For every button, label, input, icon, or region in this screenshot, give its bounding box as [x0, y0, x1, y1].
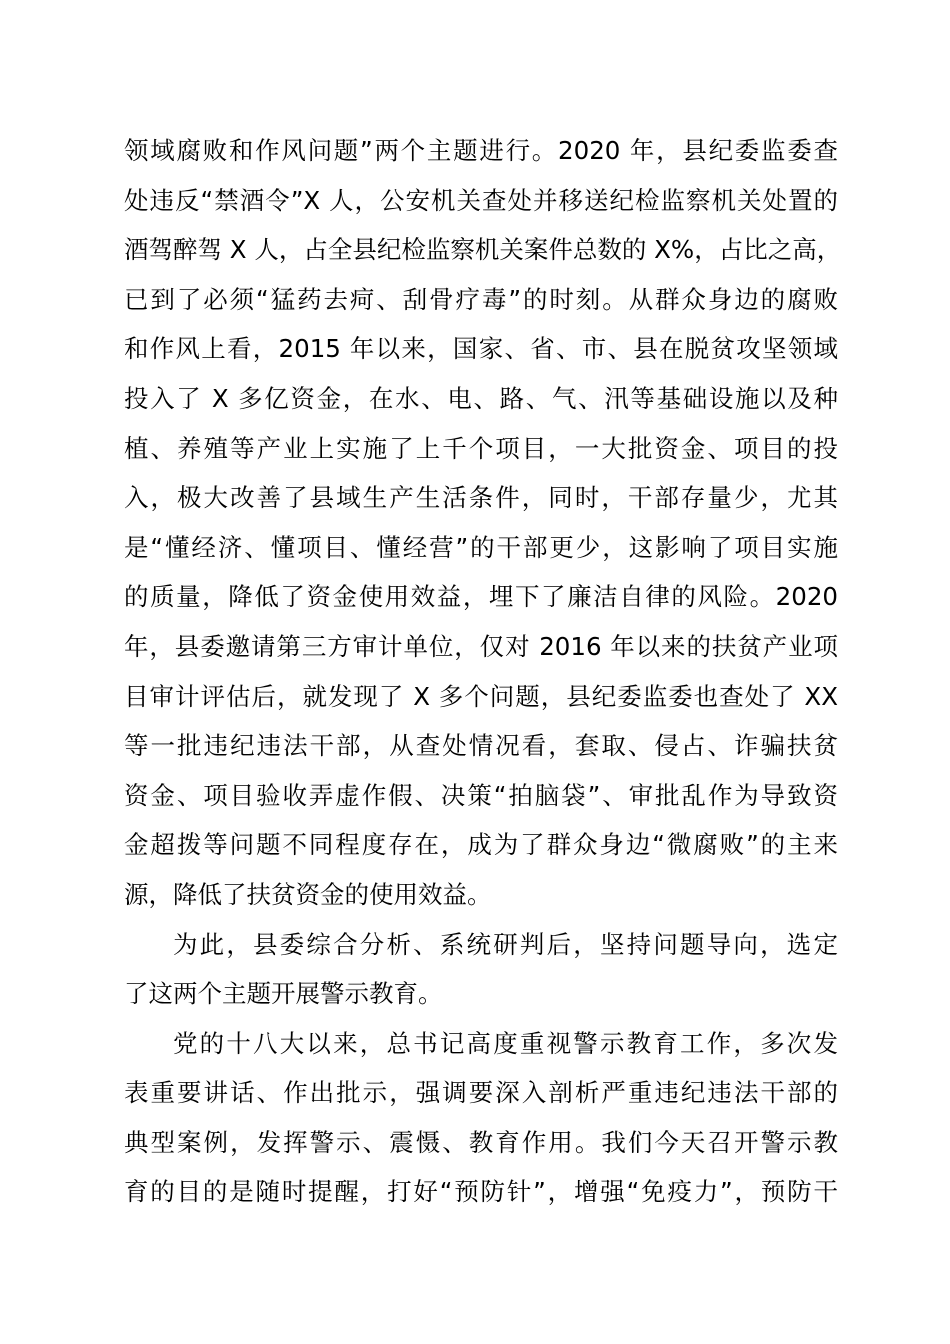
text-line: 和作风上看，2015 年以来，国家、省、市、县在脱贫攻坚领域 [124, 334, 838, 364]
document-body [124, 126, 842, 1217]
text-line: 典型案例，发挥警示、震慑、教育作用。我们今天召开警示教 [124, 1127, 838, 1157]
text-line: 领域腐败和作风问题”两个主题进行。2020 年，县纪委监委查 [124, 136, 838, 165]
text-line: 金超拨等问题不同程度存在，成为了群众身边“微腐败”的主来 [124, 830, 838, 860]
text-line: 资金、项目验收弄虚作假、决策“拍脑袋”、审批乱作为导致资 [124, 780, 838, 810]
text-line: 目审计评估后，就发现了 X 多个问题，县纪委监委也查处了 XX [124, 681, 838, 711]
text-line: 处违反“禁酒令”X 人，公安机关查处并移送纪检监察机关处置的 [124, 185, 838, 215]
text-line: 酒驾醉驾 X 人，占全县纪检监察机关案件总数的 X%，占比之高， [124, 235, 842, 265]
paragraph-first-line: 党的十八大以来，总书记高度重视警示教育工作，多次发 [173, 1028, 838, 1058]
text-line: 表重要讲话、作出批示，强调要深入剖析严重违纪违法干部的 [124, 1078, 838, 1108]
text-line: 年，县委邀请第三方审计单位，仅对 2016 年以来的扶贫产业项 [124, 631, 838, 661]
text-line: 是“懂经济、懂项目、懂经营”的干部更少，这影响了项目实施 [124, 532, 838, 562]
text-line: 植、养殖等产业上实施了上千个项目，一大批资金、项目的投 [124, 433, 838, 463]
text-line: 源，降低了扶贫资金的使用效益。 [124, 879, 492, 909]
paragraph-first-line: 为此，县委综合分析、系统研判后，坚持问题导向，选定 [173, 929, 838, 959]
text-line: 已到了必须“猛药去疴、刮骨疗毒”的时刻。从群众身边的腐败 [124, 284, 838, 314]
text-line: 投入了 X 多亿资金，在水、电、路、气、汛等基础设施以及种 [124, 383, 838, 413]
text-line: 等一批违纪违法干部，从查处情况看，套取、侵占、诈骗扶贫 [124, 731, 838, 761]
text-line: 的质量，降低了资金使用效益，埋下了廉洁自律的风险。2020 [124, 582, 838, 612]
text-line: 入，极大改善了县域生产生活条件，同时，干部存量少，尤其 [124, 483, 838, 513]
text-line: 育的目的是随时提醒，打好“预防针”，增强“免疫力”，预防干 [124, 1177, 838, 1207]
text-line: 了这两个主题开展警示教育。 [124, 979, 443, 1009]
